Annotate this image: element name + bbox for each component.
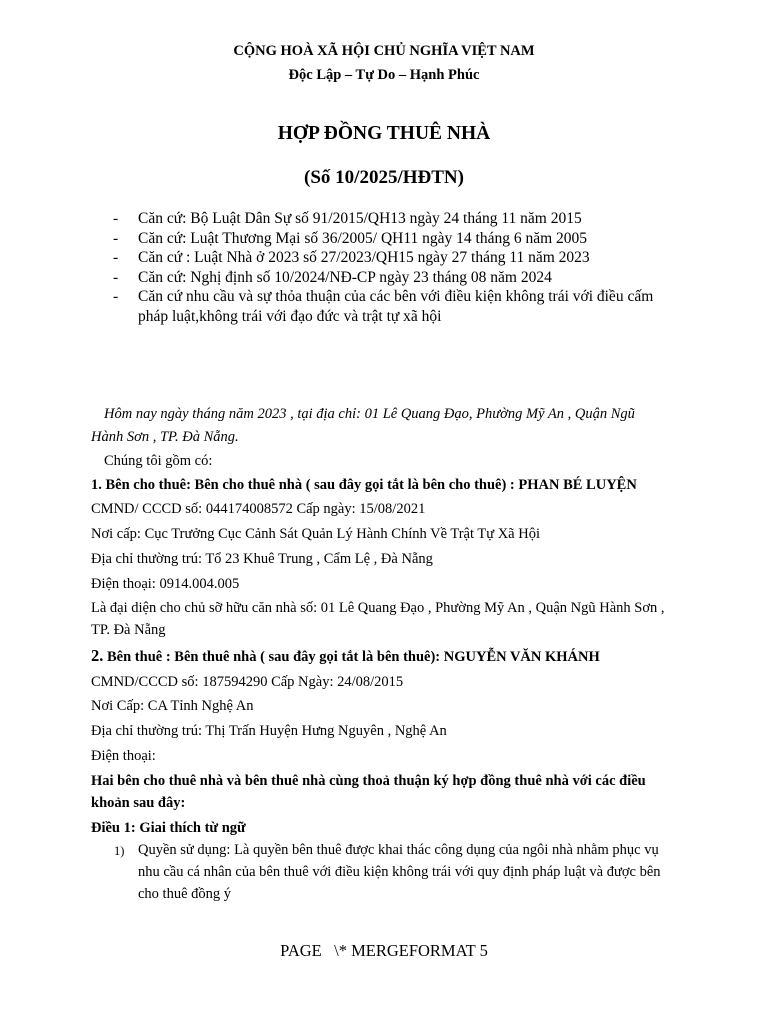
- lessee-heading-text: Bên thuê : Bên thuê nhà ( sau đây gọi tắt là bên thuê): NGUYỄN VĂN KHÁNH: [103, 649, 600, 665]
- legal-basis-item: [113, 268, 552, 288]
- lessor-address: Địa chỉ thường trú: Tổ 23 Khuê Trung , Cẩm Lệ , Đà Nẵng: [91, 551, 433, 567]
- article-1-item-marker: 1): [114, 844, 125, 858]
- parties-intro: Chúng tôi gồm có:: [104, 453, 213, 469]
- lessor-id: CMND/ CCCD số: 044174008572 Cấp ngày: 15/08/2021: [91, 501, 426, 517]
- legal-basis-continuation: pháp luật,không trái với đạo đức và trật tự xã hội: [138, 308, 442, 325]
- lessor-representative-line: Là đại diện cho chủ sỡ hữu căn nhà số: 01 Lê Quang Đạo , Phường Mỹ An , Quận Ngũ Hành Sơn ,: [91, 600, 665, 616]
- agreement-line: Hai bên cho thuê nhà và bên thuê nhà cùng thoả thuận ký hợp đồng thuê nhà với các điều: [91, 773, 646, 789]
- article-1-item-text: cho thuê đồng ý: [138, 886, 232, 902]
- legal-basis-text: Căn cứ: Luật Thương Mại số 36/2005/ QH11 ngày 14 tháng 6 năm 2005: [138, 230, 588, 247]
- lessee-address: Địa chỉ thường trú: Thị Trấn Huyện Hưng Nguyên , Nghệ An: [91, 723, 447, 739]
- intro-date-line: Hôm nay ngày tháng năm 2023 , tại địa chỉ: 01 Lê Quang Đạo, Phường Mỹ An , Quận Ngũ: [104, 406, 635, 422]
- national-motto: Độc Lập – Tự Do – Hạnh Phúc: [288, 67, 480, 83]
- lessee-phone: Điện thoại:: [91, 748, 156, 764]
- legal-basis-text: Căn cứ: Nghị định số 10/2024/NĐ-CP ngày 23 tháng 08 năm 2024: [138, 269, 552, 286]
- lessee-issued-by: Nơi Cấp: CA Tỉnh Nghệ An: [91, 698, 254, 714]
- list-dash: -: [113, 210, 119, 227]
- legal-basis-item: [113, 287, 653, 307]
- lessor-representative-line: TP. Đà Nẵng: [91, 622, 166, 638]
- intro-location-line: Hành Sơn , TP. Đà Nẵng.: [91, 429, 239, 445]
- article-1-item-text: Quyền sử dụng: Là quyền bên thuê được khai thác công dụng của ngôi nhà nhằm phục vụ: [138, 842, 659, 858]
- lessee-heading: [91, 646, 600, 666]
- lessee-id: CMND/CCCD số: 187594290 Cấp Ngày: 24/08/2015: [91, 674, 404, 690]
- article-1-heading: Điều 1: Giai thích từ ngữ: [91, 820, 246, 836]
- list-dash: -: [113, 230, 119, 247]
- page-number-field: PAGE \* MERGEFORMAT 5: [280, 941, 488, 960]
- lessor-heading: 1. Bên cho thuê: Bên cho thuê nhà ( sau đây gọi tắt là bên cho thuê) : PHAN BÉ LUYỆN: [91, 477, 637, 493]
- agreement-line: khoản sau đây:: [91, 795, 186, 811]
- national-name: CỘNG HOÀ XÃ HỘI CHỦ NGHĨA VIỆT NAM: [233, 43, 535, 59]
- legal-basis-item: [113, 209, 582, 229]
- article-1-item-text: nhu cầu cá nhân của bên thuê với điều kiện không trái với quy định pháp luật và được bên: [138, 864, 661, 880]
- list-dash: -: [113, 269, 119, 286]
- list-dash: -: [113, 288, 119, 305]
- lessee-number: 2.: [91, 646, 104, 665]
- lessor-phone: Điện thoại: 0914.004.005: [91, 576, 240, 592]
- legal-basis-item: [113, 229, 587, 249]
- contract-title: HỢP ĐỒNG THUÊ NHÀ: [277, 123, 491, 144]
- lessor-issued-by: Nơi cấp: Cục Trưởng Cục Cảnh Sát Quản Lý Hành Chính Về Trật Tự Xã Hội: [91, 526, 540, 542]
- legal-basis-text: Căn cứ nhu cầu và sự thỏa thuận của các bên với điều kiện không trái với điều cấm: [138, 288, 654, 305]
- legal-basis-text: Căn cứ: Bộ Luật Dân Sự số 91/2015/QH13 ngày 24 tháng 11 năm 2015: [138, 210, 582, 227]
- contract-number: (Số 10/2025/HĐTN): [304, 167, 464, 188]
- legal-basis-text: Căn cứ : Luật Nhà ở 2023 số 27/2023/QH15 ngày 27 tháng 11 năm 2023: [138, 249, 590, 266]
- legal-basis-item: [113, 248, 590, 268]
- list-dash: -: [113, 249, 119, 266]
